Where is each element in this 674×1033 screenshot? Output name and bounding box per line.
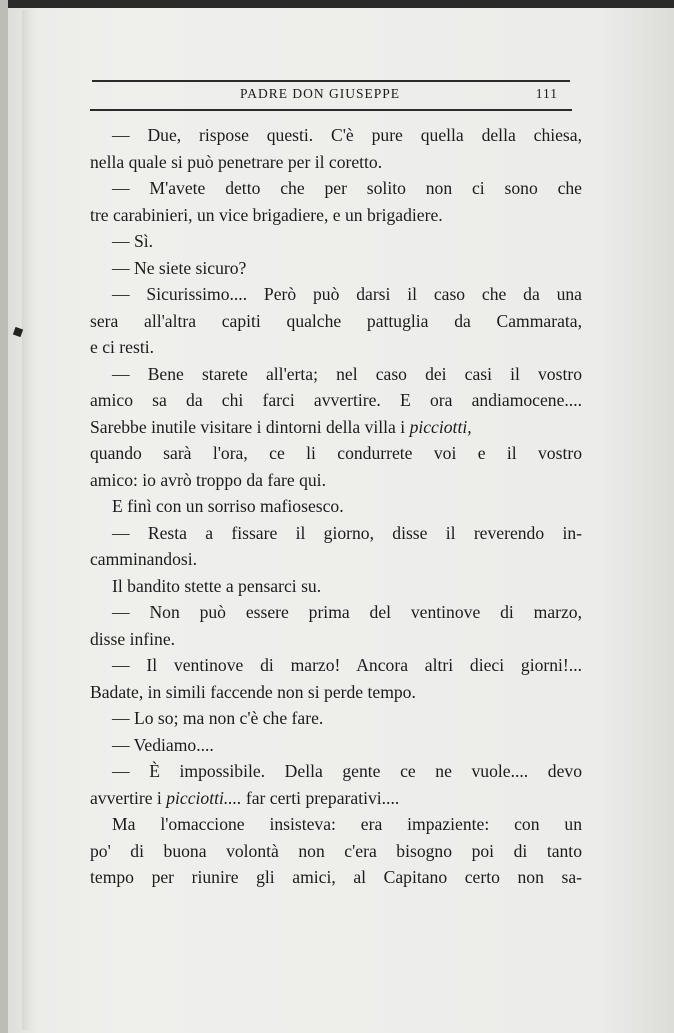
text-line: nella quale si può penetrare per il coretto. <box>90 151 383 172</box>
text-line: Il bandito stette a pensarci su. <box>112 575 322 596</box>
text-line-start: avvertire i <box>90 787 162 808</box>
italic-word: picciotti.... <box>166 787 242 808</box>
text-line: quando sarà l'ora, ce li condurrete voi e il vostro <box>90 443 582 463</box>
header-rule-top <box>92 80 570 82</box>
binding-shadow <box>22 10 32 1030</box>
page-top-edge <box>0 0 674 8</box>
running-head <box>92 86 570 106</box>
text-line <box>90 785 590 812</box>
text-line: — M'avete detto che per solito non ci sono che <box>112 178 582 198</box>
text-line: sera all'altra capiti qualche pattuglia da Cammarata, <box>90 310 582 331</box>
text-line: disse infine. <box>90 628 176 649</box>
text-line: Ma l'omaccione insisteva: era impaziente: con un <box>112 814 582 834</box>
text-line: Badate, in simili faccende non si perde tempo. <box>90 681 416 702</box>
text-line: — Sicurissimo.... Però può darsi il caso che da una <box>112 284 582 304</box>
text-line-start: Sarebbe inutile visitare i dintorni della villa i <box>90 416 406 437</box>
text-line: — Ne siete sicuro? <box>112 257 247 278</box>
body-text <box>90 122 590 891</box>
text-line: camminandosi. <box>90 549 198 569</box>
text-line: E finì con un sorriso mafiosesco. <box>112 496 344 516</box>
text-line: — Bene starete all'erta; nel caso dei casi il vostro <box>112 363 582 384</box>
text-line <box>90 414 590 441</box>
text-line: — Due, rispose questi. C'è pure quella della chiesa, <box>112 125 582 145</box>
text-line: amico sa da chi farci avvertire. E ora andiamocene.... <box>90 390 582 410</box>
text-line: tempo per riunire gli amici, al Capitano certo non sa- <box>90 867 582 887</box>
page-number: 111 <box>535 86 558 101</box>
italic-word: picciotti, <box>409 416 472 437</box>
text-line: — Sì. <box>112 231 154 251</box>
text-line: po' di buona volontà non c'era bisogno poi di tanto <box>90 840 582 861</box>
text-line: — Lo so; ma non c'è che fare. <box>112 708 324 728</box>
text-line: — È impossibile. Della gente ce ne vuole.... devo <box>112 761 582 781</box>
text-line-end: far certi preparativi.... <box>245 787 400 808</box>
text-line: — Il ventinove di marzo! Ancora altri dieci giorni!... <box>112 655 582 675</box>
running-title: PADRE DON GIUSEPPE <box>240 86 401 101</box>
text-line: — Resta a fissare il giorno, disse il reverendo in- <box>112 522 582 543</box>
page-left-edge <box>0 0 8 1033</box>
text-line: amico: io avrò troppo da fare qui. <box>90 469 326 490</box>
text-line: — Non può essere prima del ventinove di marzo, <box>112 602 582 622</box>
text-line: tre carabinieri, un vice brigadiere, e un brigadiere. <box>90 204 443 225</box>
text-line: e ci resti. <box>90 337 154 357</box>
header-rule-bottom <box>90 109 572 111</box>
text-line: — Vediamo.... <box>112 734 214 755</box>
